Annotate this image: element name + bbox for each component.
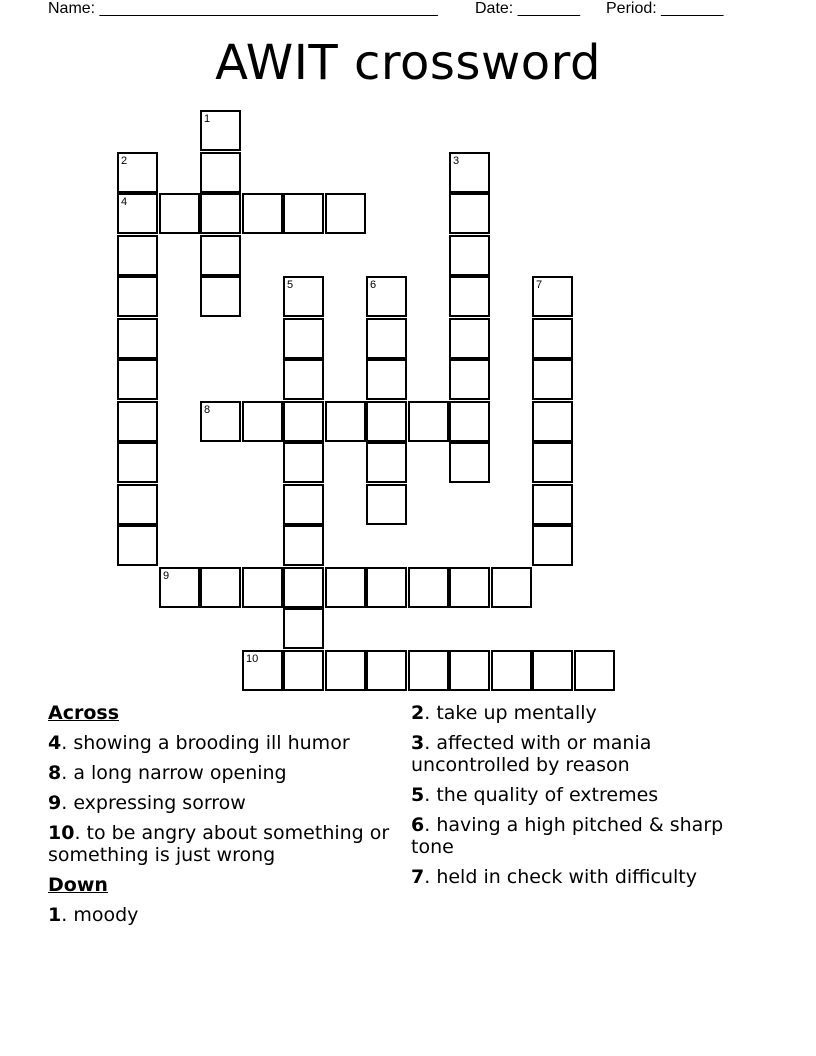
grid-cell[interactable] <box>283 276 324 317</box>
grid-cell[interactable] <box>366 484 407 525</box>
grid-cell[interactable] <box>283 193 324 234</box>
clue-down-1: 1. moody <box>48 904 139 926</box>
clue-number: 2 <box>121 155 128 167</box>
grid-cell[interactable] <box>325 401 366 442</box>
clue-down-6: 6. having a high pitched & sharp tone <box>411 814 724 858</box>
clues-column-right <box>411 702 761 896</box>
grid-cell[interactable] <box>200 235 241 276</box>
clue-number-label: 10 <box>48 822 75 844</box>
grid-cell[interactable] <box>325 650 366 691</box>
clue-across-10: 10. to be angry about something or something is just wrong <box>48 822 390 866</box>
grid-cell[interactable] <box>117 318 158 359</box>
grid-cell[interactable] <box>366 276 407 317</box>
grid-cell[interactable] <box>491 567 532 608</box>
grid-cell[interactable] <box>366 359 407 400</box>
clue-number: 8 <box>204 404 211 416</box>
name-field-label: Name: ______________________________________ <box>48 0 438 17</box>
clue-number: 6 <box>370 279 377 291</box>
grid-cell[interactable] <box>117 525 158 566</box>
grid-cell[interactable] <box>117 401 158 442</box>
date-field-label: Date: _______ <box>475 0 580 17</box>
grid-cell[interactable] <box>159 193 200 234</box>
grid-cell[interactable] <box>408 650 449 691</box>
clue-number-label: 5 <box>411 784 425 806</box>
grid-cell[interactable] <box>532 359 573 400</box>
grid-cell[interactable] <box>491 650 532 691</box>
grid-cell[interactable] <box>117 152 158 193</box>
clue-text: showing a brooding ill humor <box>73 732 350 754</box>
clue-number: 4 <box>121 196 128 208</box>
clue-number: 7 <box>536 279 543 291</box>
clue-text: expressing sorrow <box>73 792 246 814</box>
grid-cell[interactable] <box>325 193 366 234</box>
grid-cell[interactable] <box>532 525 573 566</box>
grid-cell[interactable] <box>159 567 200 608</box>
clue-across-9: 9. expressing sorrow <box>48 792 246 814</box>
clue-number-label: 8 <box>48 762 62 784</box>
clue-number-label: 9 <box>48 792 62 814</box>
grid-cell[interactable] <box>200 276 241 317</box>
grid-cell[interactable] <box>366 650 407 691</box>
grid-cell[interactable] <box>242 567 283 608</box>
grid-cell[interactable] <box>574 650 615 691</box>
grid-cell[interactable] <box>117 235 158 276</box>
grid-cell[interactable] <box>283 567 324 608</box>
clue-text: having a high pitched & sharp tone <box>411 814 724 858</box>
clue-text: to be angry about something or something is just wrong <box>48 822 390 866</box>
grid-cell[interactable] <box>532 276 573 317</box>
grid-cell[interactable] <box>283 525 324 566</box>
clue-number-label: 4 <box>48 732 62 754</box>
page-title: AWIT crossword <box>215 35 601 91</box>
grid-cell[interactable] <box>117 193 158 234</box>
clues-column-left <box>48 702 398 934</box>
grid-cell[interactable] <box>117 359 158 400</box>
clue-text: held in check with difficulty <box>436 866 697 888</box>
grid-cell[interactable] <box>117 484 158 525</box>
grid-cell[interactable] <box>242 401 283 442</box>
clue-text: the quality of extremes <box>436 784 659 806</box>
clue-number: 10 <box>246 653 259 665</box>
down-heading: Down <box>48 874 108 896</box>
grid-cell[interactable] <box>283 401 324 442</box>
clue-down-7: 7. held in check with difficulty <box>411 866 697 888</box>
clue-down-3: 3. affected with or mania uncontrolled by reason <box>411 732 652 776</box>
clue-number-label: 6 <box>411 814 425 836</box>
clue-number-label: 3 <box>411 732 425 754</box>
grid-cell[interactable] <box>283 359 324 400</box>
grid-cell[interactable] <box>117 442 158 483</box>
clue-text: affected with or mania uncontrolled by reason <box>411 732 652 776</box>
grid-cell[interactable] <box>242 193 283 234</box>
grid-cell[interactable] <box>283 484 324 525</box>
grid-cell[interactable] <box>532 318 573 359</box>
grid-cell[interactable] <box>449 235 490 276</box>
grid-cell[interactable] <box>449 650 490 691</box>
grid-cell[interactable] <box>200 110 241 151</box>
clues-section <box>0 702 816 1042</box>
grid-cell[interactable] <box>117 276 158 317</box>
clue-across-4: 4. showing a brooding ill humor <box>48 732 350 754</box>
grid-cell[interactable] <box>408 401 449 442</box>
grid-cell[interactable] <box>366 442 407 483</box>
grid-cell[interactable] <box>283 318 324 359</box>
grid-cell[interactable] <box>449 193 490 234</box>
clue-text: moody <box>73 904 139 926</box>
grid-cell[interactable] <box>200 193 241 234</box>
grid-cell[interactable] <box>366 401 407 442</box>
clue-number: 9 <box>163 570 170 582</box>
period-field-label: Period: _______ <box>606 0 724 17</box>
grid-cell[interactable] <box>283 442 324 483</box>
grid-cell[interactable] <box>532 401 573 442</box>
grid-cell[interactable] <box>200 567 241 608</box>
clue-number: 3 <box>453 155 460 167</box>
grid-cell[interactable] <box>283 608 324 649</box>
clue-text: a long narrow opening <box>73 762 287 784</box>
clue-number: 1 <box>204 113 211 125</box>
grid-cell[interactable] <box>408 567 449 608</box>
grid-cell[interactable] <box>449 359 490 400</box>
clue-down-5: 5. the quality of extremes <box>411 784 659 806</box>
clue-number: 5 <box>287 279 294 291</box>
grid-cell[interactable] <box>449 318 490 359</box>
grid-cell[interactable] <box>325 567 366 608</box>
clue-number-label: 2 <box>411 702 425 724</box>
grid-cell[interactable] <box>449 276 490 317</box>
grid-cell[interactable] <box>283 650 324 691</box>
grid-cell[interactable] <box>532 650 573 691</box>
across-heading: Across <box>48 702 120 724</box>
grid-cell[interactable] <box>449 152 490 193</box>
grid-cell[interactable] <box>366 318 407 359</box>
grid-cell[interactable] <box>366 567 407 608</box>
clue-number-label: 7 <box>411 866 425 888</box>
grid-cell[interactable] <box>242 650 283 691</box>
grid-cell[interactable] <box>200 152 241 193</box>
clue-across-8: 8. a long narrow opening <box>48 762 287 784</box>
clue-down-2: 2. take up mentally <box>411 702 597 724</box>
clue-number-label: 1 <box>48 904 62 926</box>
grid-cell[interactable] <box>532 484 573 525</box>
clue-text: take up mentally <box>436 702 597 724</box>
grid-cell[interactable] <box>449 401 490 442</box>
grid-cell[interactable] <box>449 567 490 608</box>
grid-cell[interactable] <box>449 442 490 483</box>
grid-cell[interactable] <box>200 401 241 442</box>
grid-cell[interactable] <box>532 442 573 483</box>
